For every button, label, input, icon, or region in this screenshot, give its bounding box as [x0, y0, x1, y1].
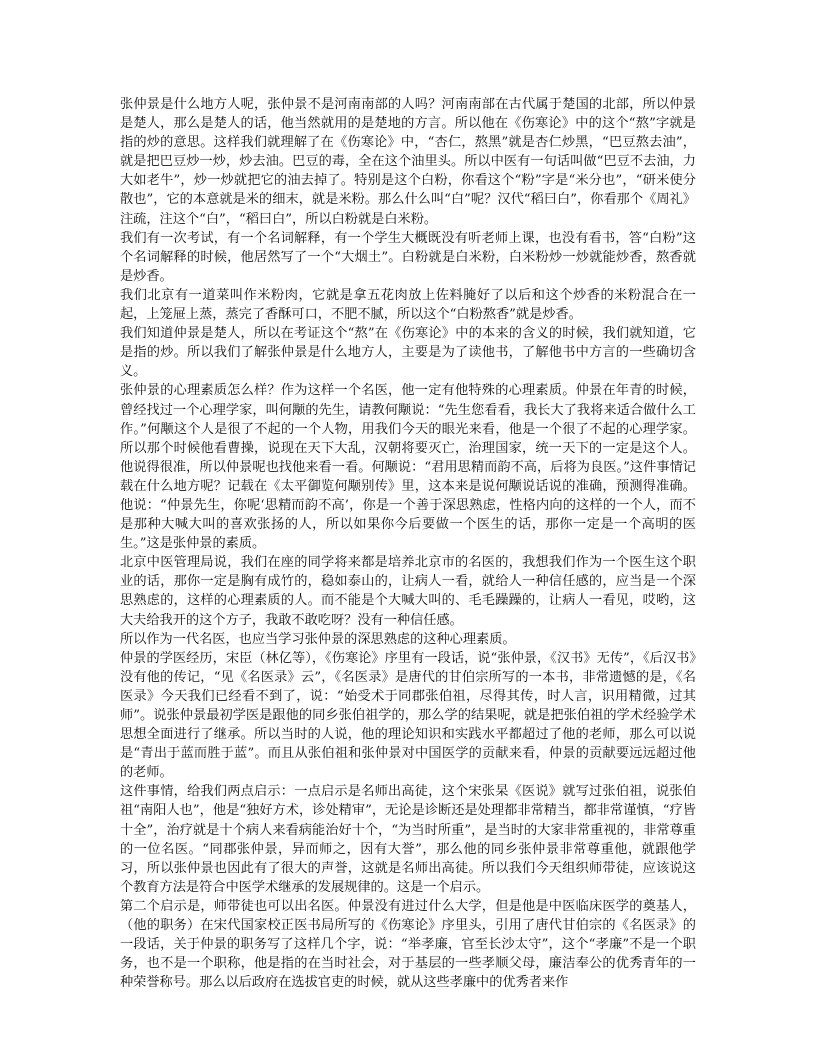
paragraph-learn-deliberation: 所以作为一代名医，也应当学习张仲景的深思熟虑的这种心理素质。 [120, 631, 516, 647]
paragraph-medical-training: 仲景的学医经历，宋臣（林亿等），《伤寒论》序里有一段话，说“张仲景，《汉书》无传”，《后汉书》没有他的传记，“见《名医录》云”，《名医录》是唐代的甘伯宗所写的一本书，非常遗憾的是，《名医录》今天我们已经看不到了，说：“始受术于同郡张伯祖，尽得其传，时人言，识用精微，过其师”。说张仲景最初学医是跟他的同乡张伯祖学的，那么学的结果呢，就是把张伯祖的学术经验学术思想全面进行了继承。所以当时的人说，他的理论知识和实践水平都超过了他的老师，那么可以说是“青出于蓝而胜于蓝”。而且从张伯祖和张仲景对中国医学的贡献来看，仲景的贡献要远远超过他的老师。 [120, 650, 696, 781]
paragraph-first-lesson: 这件事情，给我们两点启示：一点启示是名师出高徒，这个宋张杲《医说》就写过张伯祖，说张伯祖“南阳人也”，他是“独好方术，诊处精审”，无论是诊断还是处理都非常精当，都非常谨慎，“疗皆十全”，治疗就是十个病人来看病能治好十个，“为当时所重”，是当时的大家非常重视的，非常尊重的一位名医。“同郡张仲景，异而师之，因有大誉”，那么他的同乡张仲景非常尊重他，就跟他学习，所以张仲景也因此有了很大的声誉，这就是名师出高徒。所以我们今天组织师带徒，应该说这个教育方法是符合中医学术继承的发展规律的。这是一个启示。 [120, 784, 696, 895]
paragraph-second-lesson: 第二个启示是，师带徒也可以出名医。仲景没有进过什么大学，但是他是中医临床医学的奠基人，（他的职务）在宋代国家校正医书局所写的《伤寒论》序里头，引用了唐代甘伯宗的《名医录》的一段话，关于仲景的职务写了这样几个字，说：“举孝廉，官至长沙太守”，这个“孝廉”不是一个职务，也不是一个职称，他是指的在当时社会，对于基层的一些孝顺父母，廉洁奉公的优秀青年的一种荣誉称号。那么以后政府在选拔官吏的时候，就从这些孝廉中的优秀者来作 [120, 898, 696, 991]
paragraph-dialect-meaning: 我们知道仲景是楚人，所以在考证这个“熬”在《伤寒论》中的本来的含义的时候，我们就知道，它是指的炒。所以我们了解张仲景是什么地方人，主要是为了读他书，了解他书中方言的一些确切含义。 [120, 326, 696, 380]
paragraph-psychological-quality: 张仲景的心理素质怎么样？作为这样一个名医，他一定有他特殊的心理素质。仲景在年青的时候，曾经找过一个心理学家，叫何颙的先生，请教何颙说：“先生您看看，我长大了我将来适合做什么工作。”何颙这个人是很了不起的一个人物，用我们今天的眼光来看，他是一个很了不起的心理学家。所以那个时候他看曹操，说现在天下大乱，汉朝将要灭亡，治理国家，统一天下的一定是这个人。他说得很准，所以仲景呢也找他来看一看。何颙说：“君用思精而韵不高，后将为良医。”这件事情记载在什么地方呢？记载在《太平御览何颙别传》里，这本来是说何颙说话说的准确，预测得准确。他说：“仲景先生，你呢‘思精而韵不高’，你是一个善于深思熟虑，性格内向的这样的一个人，而不是那种大喊大叫的喜欢张扬的人，所以如果你今后要做一个医生的话，那你一定是一个高明的医生。”这是张仲景的素质。 [120, 383, 696, 552]
paragraph-rice-flour-pork: 我们北京有一道菜叫作米粉肉，它就是拿五花肉放上佐料腌好了以后和这个炒香的米粉混合在一起，上笼屉上蒸，蒸完了香酥可口，不肥不腻，所以这个“白粉熬香”就是炒香。 [120, 287, 696, 323]
document-page [120, 95, 696, 992]
paragraph-birthplace: 张仲景是什么地方人呢，张仲景不是河南南部的人吗？河南南部在古代属于楚国的北部，所以仲景是楚人，那么是楚人的话，他当然就用的是楚地的方言。所以他在《伤寒论》中的这个“熬”字就是指的炒的意思。这样我们就理解了在《伤寒论》中，“杏仁，熬黑”就是杏仁炒黑，“巴豆熬去油”，就是把巴豆炒一炒，炒去油。巴豆的毒，全在这个油里头。所以中医有一句话叫做“巴豆不去油，力大如老牛”，炒一炒就把它的油去掉了。特别是这个白粉，你看这个“粉”字是“米分也”，“研米使分散也”，它的本意就是米的细末，就是米粉。那么什么叫“白”呢？汉代“稻曰白”，你看那个《周礼》注疏，注这个“白”，“稻曰白”，所以白粉就是白米粉。 [120, 97, 696, 227]
paragraph-exam-anecdote: 我们有一次考试，有一个名词解释，有一个学生大概既没有听老师上课，也没有看书，答“白粉”这个名词解释的时候，他居然写了一个“大烟土”。白粉就是白米粉，白米粉炒一炒就能炒香，熬香就是炒香。 [120, 230, 696, 284]
paragraph-beijing-bureau: 北京中医管理局说，我们在座的同学将来都是培养北京市的名医的，我想我们作为一个医生这个职业的话，那你一定是胸有成竹的，稳如泰山的，让病人一看，就给人一种信任感的，应当是一个深思熟虑的，这样的心理素质的人。而不能是个大喊大叫的、毛毛躁躁的，让病人一看见，哎哟，这大夫给我开的这个方子，我敢不敢吃呀？没有一种信任感。 [120, 555, 696, 628]
